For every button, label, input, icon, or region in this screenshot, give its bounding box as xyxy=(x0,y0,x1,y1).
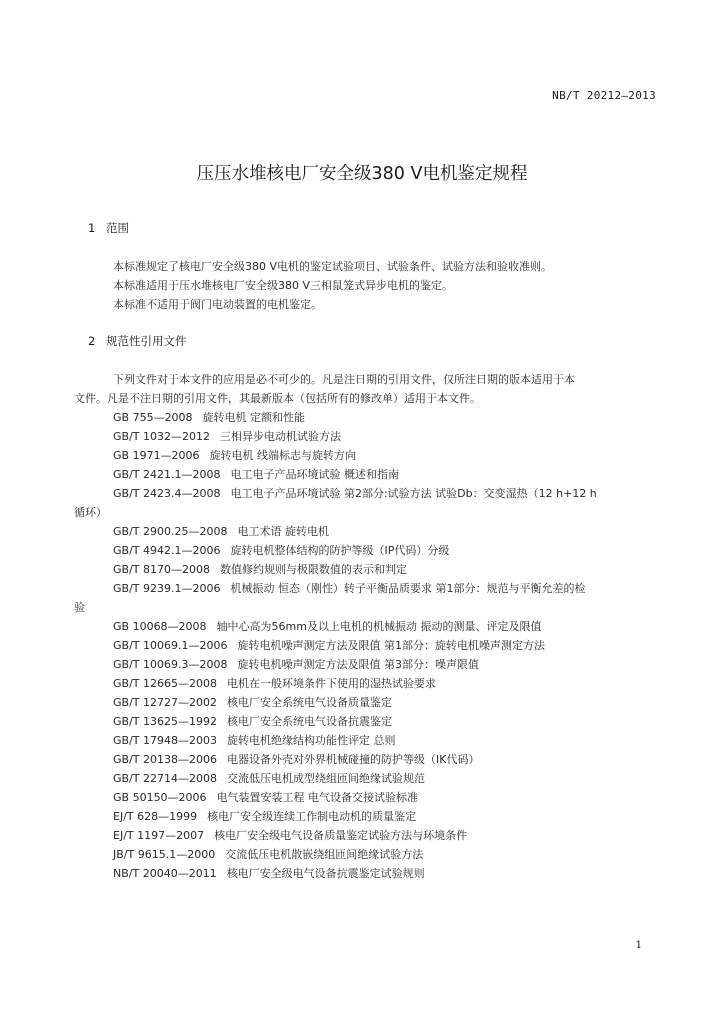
reference-title: 旋转电机绝缘结构功能性评定 总则 xyxy=(226,734,396,747)
reference-title: 核电厂安全级电气设备质量鉴定试验方法与环境条件 xyxy=(214,829,468,842)
intro-line: 文件。凡是不注日期的引用文件，其最新版本（包括所有的修改单）适用于本文件。 xyxy=(74,392,481,405)
reference-code: GB/T 4942.1—2006 xyxy=(113,544,221,557)
standard-code: NB/T 20212—2013 xyxy=(552,89,656,102)
reference-item xyxy=(88,408,653,427)
scope-paragraph: 本标准适用于压水堆核电厂安全级380 V三相鼠笼式异步电机的鉴定。 xyxy=(113,279,454,292)
reference-title: 轴中心高为56mm及以上电机的机械振动 振动的测量、评定及限值 xyxy=(216,620,542,633)
reference-code: GB/T 8170—2008 xyxy=(113,563,210,576)
reference-code: GB 50150—2006 xyxy=(113,791,207,804)
section-2-heading xyxy=(88,333,187,349)
reference-code: GB/T 2423.4—2008 xyxy=(113,487,221,500)
normative-intro xyxy=(74,370,653,408)
section-1-heading xyxy=(88,220,129,236)
scope-paragraphs xyxy=(88,257,653,314)
reference-item xyxy=(88,750,653,769)
section-title: 规范性引用文件 xyxy=(106,334,187,348)
reference-code: GB 10068—2008 xyxy=(113,620,207,633)
reference-title: 三相异步电动机试验方法 xyxy=(219,430,341,443)
reference-item xyxy=(88,655,653,674)
reference-title: 核电厂安全级电气设备抗震鉴定试验规则 xyxy=(226,867,425,880)
reference-title-continuation: 验 xyxy=(74,601,85,614)
reference-title: 旋转电机噪声测定方法及限值 第1部分：旋转电机噪声测定方法 xyxy=(237,639,545,652)
reference-item xyxy=(88,864,653,883)
reference-code: GB/T 22714—2008 xyxy=(113,772,217,785)
reference-code: GB/T 10069.1—2006 xyxy=(113,639,228,652)
reference-item xyxy=(88,541,653,560)
reference-title: 旋转电机 线端标志与旋转方向 xyxy=(209,449,357,462)
intro-line: 下列文件对于本文件的应用是必不可少的。凡是注日期的引用文件，仅所注日期的版本适用于本 xyxy=(113,373,575,386)
reference-item xyxy=(88,788,653,807)
reference-item xyxy=(88,636,653,655)
reference-item xyxy=(88,807,653,826)
reference-title: 旋转电机噪声测定方法及限值 第3部分：噪声限值 xyxy=(237,658,479,671)
reference-item xyxy=(88,427,653,446)
reference-code: GB/T 17948—2003 xyxy=(113,734,217,747)
reference-code: GB/T 12727—2002 xyxy=(113,696,217,709)
reference-title: 电工术语 旋转电机 xyxy=(237,525,329,538)
section-number: 1 xyxy=(88,221,96,235)
scope-paragraph: 本标准不适用于阀门电动装置的电机鉴定。 xyxy=(113,298,322,311)
reference-code: EJ/T 1197—2007 xyxy=(113,829,205,842)
reference-item xyxy=(88,465,653,484)
reference-code: GB/T 1032—2012 xyxy=(113,430,210,443)
reference-code: GB/T 10069.3—2008 xyxy=(113,658,228,671)
reference-title: 电器设备外壳对外界机械碰撞的防护等级（IK代码） xyxy=(226,753,480,766)
reference-code: GB/T 20138—2006 xyxy=(113,753,217,766)
reference-title: 电工电子产品环境试验 第2部分:试验方法 试验Db：交变湿热（12 h+12 h xyxy=(230,487,597,500)
reference-title: 数值修约规则与极限数值的表示和判定 xyxy=(219,563,407,576)
reference-code: GB/T 13625—1992 xyxy=(113,715,217,728)
reference-code: NB/T 20040—2011 xyxy=(113,867,217,880)
reference-title: 核电厂安全系统电气设备质量鉴定 xyxy=(226,696,392,709)
reference-code: GB 1971—2006 xyxy=(113,449,200,462)
reference-title: 交流低压电机成型绕组匝间绝缘试验规范 xyxy=(226,772,425,785)
reference-item xyxy=(88,522,653,541)
section-title: 范围 xyxy=(106,221,129,235)
reference-title: 电气装置安装工程 电气设备交接试验标准 xyxy=(216,791,419,804)
reference-title: 核电厂安全系统电气设备抗震鉴定 xyxy=(226,715,392,728)
reference-item xyxy=(88,674,653,693)
document-title: 压压水堆核电厂安全级380 V电机鉴定规程 xyxy=(196,164,528,184)
reference-item xyxy=(88,446,653,465)
reference-title: 交流低压电机散嵌绕组匝间绝缘试验方法 xyxy=(225,848,424,861)
reference-code: GB/T 9239.1—2006 xyxy=(113,582,221,595)
section-number: 2 xyxy=(88,334,96,348)
reference-item xyxy=(88,731,653,750)
reference-title: 机械振动 恒态（刚性）转子平衡品质要求 第1部分：规范与平衡允差的检 xyxy=(230,582,586,595)
reference-code: GB/T 2421.1—2008 xyxy=(113,468,221,481)
reference-item xyxy=(88,484,653,503)
reference-code: JB/T 9615.1—2000 xyxy=(113,848,216,861)
reference-code: GB/T 2900.25—2008 xyxy=(113,525,228,538)
reference-item xyxy=(88,826,653,845)
reference-code: GB/T 12665—2008 xyxy=(113,677,217,690)
reference-code: GB 755—2008 xyxy=(113,411,193,424)
reference-item xyxy=(88,579,653,598)
page-number: 1 xyxy=(635,940,642,951)
reference-item xyxy=(88,560,653,579)
reference-title: 旋转电机 定额和性能 xyxy=(202,411,306,424)
reference-item xyxy=(88,845,653,864)
reference-title: 核电厂安全级连续工作制电动机的质量鉴定 xyxy=(207,810,417,823)
scope-paragraph: 本标准规定了核电厂安全级380 V电机的鉴定试验项目、试验条件、试验方法和验收准则。 xyxy=(113,260,553,273)
reference-title: 电机在一般环境条件下使用的湿热试验要求 xyxy=(226,677,436,690)
reference-list xyxy=(74,408,653,883)
reference-code: EJ/T 628—1999 xyxy=(113,810,198,823)
reference-item xyxy=(88,617,653,636)
reference-title: 旋转电机整体结构的防护等级（IP代码）分级 xyxy=(230,544,450,557)
reference-item xyxy=(88,693,653,712)
reference-title: 电工电子产品环境试验 概述和指南 xyxy=(230,468,399,481)
reference-item xyxy=(88,712,653,731)
reference-title-continuation: 循环） xyxy=(74,506,107,519)
reference-item xyxy=(88,769,653,788)
